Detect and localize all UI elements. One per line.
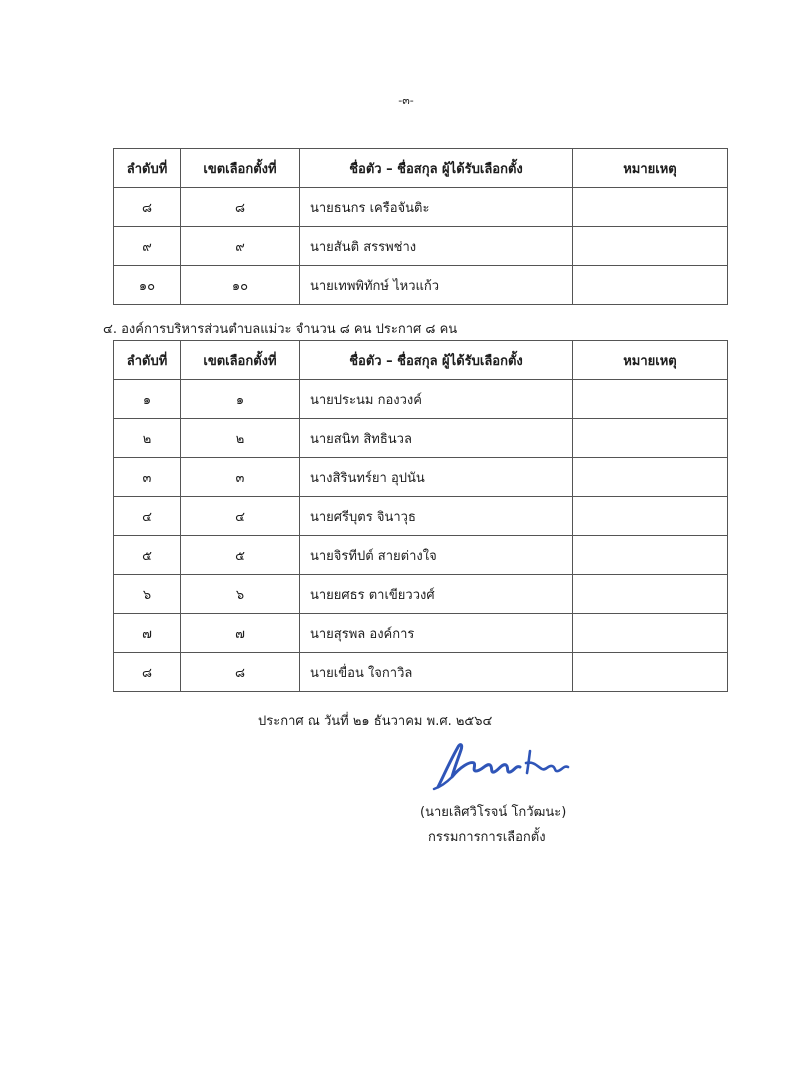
header-remark: หมายเหตุ <box>573 149 728 188</box>
cell-name: นายสันติ สรรพช่าง <box>300 227 573 266</box>
table-row <box>114 614 728 653</box>
table-row <box>114 653 728 692</box>
cell-name: นายสนิท สิทธินวล <box>300 419 573 458</box>
cell-remark <box>573 497 728 536</box>
cell-remark <box>573 266 728 305</box>
announcement-date: ประกาศ ณ วันที่ ๒๑ ธันวาคม พ.ศ. ๒๕๖๔ <box>258 714 493 729</box>
cell-order: ๑ <box>114 380 181 419</box>
table-row <box>114 419 728 458</box>
cell-remark <box>573 380 728 419</box>
cell-name: นายศรีบุตร จินาวุธ <box>300 497 573 536</box>
cell-remark <box>573 614 728 653</box>
table-row <box>114 575 728 614</box>
elected-table-continued <box>113 148 728 305</box>
cell-order: ๗ <box>114 614 181 653</box>
cell-order: ๒ <box>114 419 181 458</box>
cell-order: ๘ <box>114 188 181 227</box>
cell-district: ๖ <box>181 575 300 614</box>
cell-name: นายจิรทีปต์ สายต่างใจ <box>300 536 573 575</box>
cell-order: ๔ <box>114 497 181 536</box>
handwritten-signature <box>430 737 580 797</box>
cell-district: ๘ <box>181 188 300 227</box>
cell-order: ๓ <box>114 458 181 497</box>
cell-name: นายยศธร ตาเขียววงศ์ <box>300 575 573 614</box>
cell-name: นายประนม กองวงค์ <box>300 380 573 419</box>
cell-district: ๒ <box>181 419 300 458</box>
signer-title: กรรมการการเลือกตั้ง <box>428 830 546 845</box>
table-row <box>114 380 728 419</box>
cell-name: นายเทพพิทักษ์ ไหวแก้ว <box>300 266 573 305</box>
cell-order: ๕ <box>114 536 181 575</box>
section-4-heading: ๔. องค์การบริหารส่วนตำบลแม่วะ จำนวน ๘ คน ประกาศ ๘ คน <box>103 322 458 337</box>
cell-district: ๑ <box>181 380 300 419</box>
cell-district: ๕ <box>181 536 300 575</box>
header-district: เขตเลือกตั้งที่ <box>181 341 300 380</box>
cell-remark <box>573 536 728 575</box>
table-row <box>114 497 728 536</box>
table-row <box>114 188 728 227</box>
cell-order: ๘ <box>114 653 181 692</box>
table-header-row <box>114 149 728 188</box>
cell-name: นายธนกร เครือจันติะ <box>300 188 573 227</box>
cell-remark <box>573 419 728 458</box>
table-row <box>114 227 728 266</box>
table-header-row <box>114 341 728 380</box>
header-district: เขตเลือกตั้งที่ <box>181 149 300 188</box>
cell-remark <box>573 227 728 266</box>
table-row <box>114 266 728 305</box>
header-name: ชื่อตัว – ชื่อสกุล ผู้ได้รับเลือกตั้ง <box>300 149 573 188</box>
table-row <box>114 536 728 575</box>
cell-district: ๙ <box>181 227 300 266</box>
header-remark: หมายเหตุ <box>573 341 728 380</box>
table-row <box>114 458 728 497</box>
cell-order: ๑๐ <box>114 266 181 305</box>
cell-remark <box>573 575 728 614</box>
cell-remark <box>573 458 728 497</box>
cell-district: ๑๐ <box>181 266 300 305</box>
cell-remark <box>573 653 728 692</box>
cell-district: ๘ <box>181 653 300 692</box>
elected-table-section-4 <box>113 340 728 692</box>
signer-name: (นายเลิศวิโรจน์ โกวัฒนะ) <box>420 805 567 820</box>
header-order: ลำดับที่ <box>114 149 181 188</box>
cell-district: ๗ <box>181 614 300 653</box>
cell-name: นายเขื่อน ใจกาวิล <box>300 653 573 692</box>
cell-district: ๓ <box>181 458 300 497</box>
cell-order: ๖ <box>114 575 181 614</box>
header-order: ลำดับที่ <box>114 341 181 380</box>
cell-remark <box>573 188 728 227</box>
cell-name: นายสุรพล องค์การ <box>300 614 573 653</box>
cell-name: นางสิรินทร์ยา อุปนัน <box>300 458 573 497</box>
header-name: ชื่อตัว – ชื่อสกุล ผู้ได้รับเลือกตั้ง <box>300 341 573 380</box>
page-number: -๓- <box>398 94 414 107</box>
cell-order: ๙ <box>114 227 181 266</box>
cell-district: ๔ <box>181 497 300 536</box>
